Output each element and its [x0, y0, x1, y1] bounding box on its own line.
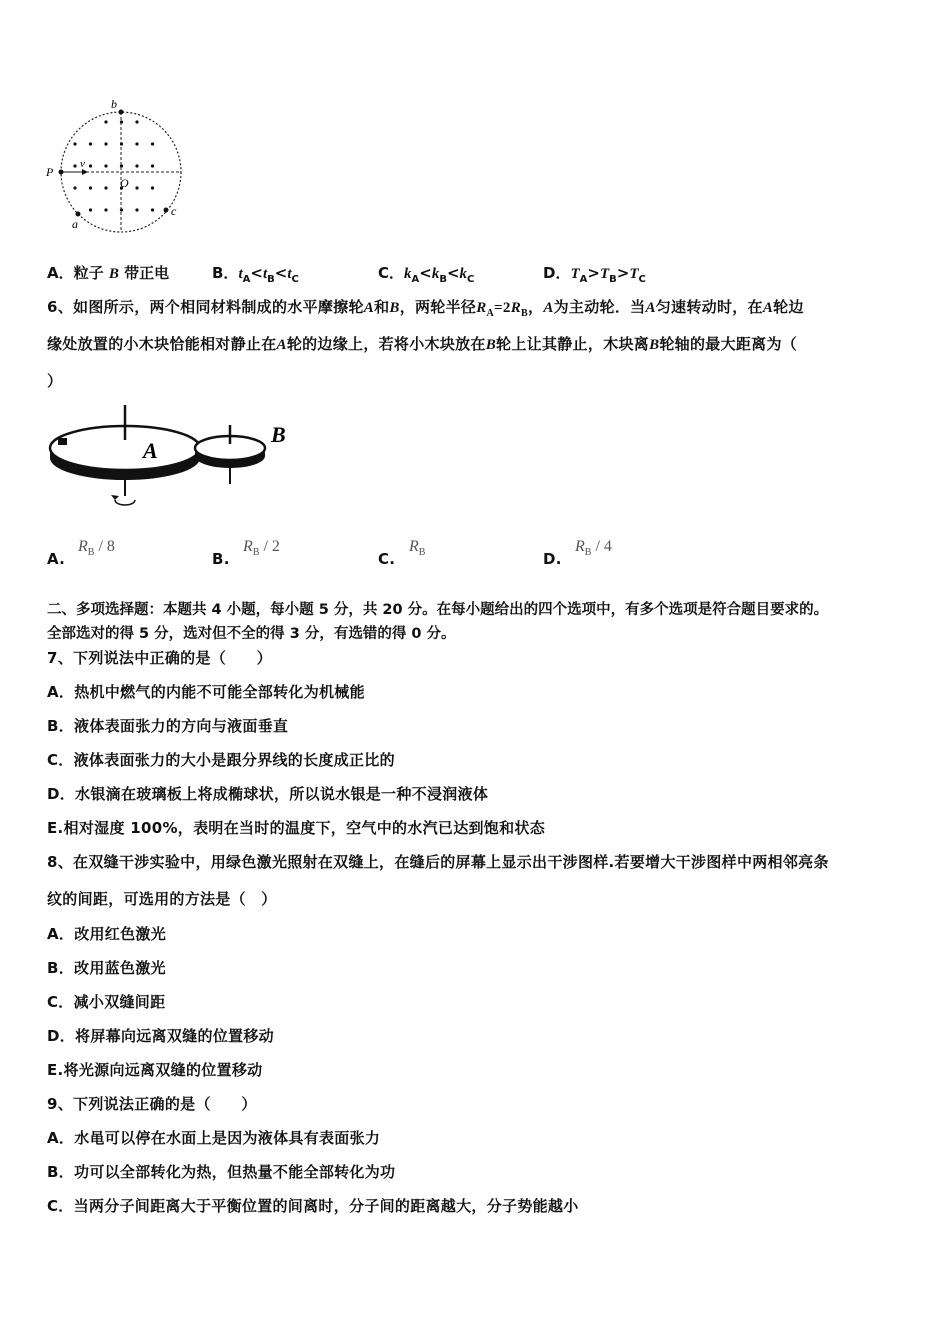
q6-stem-line2: 缘处放置的小木块恰能相对静止在A轮的边缘上，若将小木块放在B轮上让其静止，木块离B轮轴的最大距离为（ — [47, 335, 798, 353]
q5-option-c: C．$k_A<k_B<k_C$ — [378, 264, 475, 285]
q6-option-b-letter: B. — [212, 550, 230, 568]
q9-stem: 9、下列说法正确的是（ ） — [47, 1095, 257, 1113]
q6-option-d-letter: D. — [543, 550, 562, 568]
field-dot — [120, 120, 123, 123]
q8-option-d: D．将屏幕向远离双缝的位置移动 — [47, 1027, 274, 1045]
field-dot — [135, 142, 138, 145]
q6-option-a-value: $R_B / 8$ — [78, 538, 115, 559]
field-dot — [104, 186, 107, 189]
q7-option-b: B．液体表面张力的方向与液面垂直 — [47, 717, 289, 735]
q6-stem-line1: 6、如图所示，两个相同材料制成的水平摩擦轮A和B，两轮半径$R_A=2R_B$，A为主动轮．当A匀速转动时，在A轮边 — [47, 298, 804, 319]
field-dot — [151, 208, 154, 211]
label-P: P — [46, 165, 54, 179]
q9-option-c: C．当两分子间距离大于平衡位置的间离时，分子间的距离越大，分子势能越小 — [47, 1197, 579, 1215]
friction-wheels-figure — [45, 400, 305, 520]
field-dot — [89, 164, 92, 167]
field-dot — [104, 142, 107, 145]
magnetic-field-figure — [40, 95, 200, 245]
field-dot — [104, 120, 107, 123]
q7-option-d: D．水银滴在玻璃板上将成椭球状，所以说水银是一种不浸润液体 — [47, 785, 489, 803]
field-dot — [151, 186, 154, 189]
field-dot — [135, 164, 138, 167]
label-a: a — [72, 217, 78, 231]
section2-line1: 二、多项选择题：本题共 4 小题，每小题 5 分，共 20 分。在每小题给出的四个选项中，有多个选项是符合题目要求的。 — [47, 602, 829, 618]
q5-option-d: D．$T_A>T_B>T_C$ — [543, 264, 646, 285]
q8-option-c: C．减小双缝间距 — [47, 993, 166, 1011]
field-dot — [135, 186, 138, 189]
q8-option-e: E.将光源向远离双缝的位置移动 — [47, 1061, 263, 1079]
field-dot — [120, 142, 123, 145]
field-dot — [73, 186, 76, 189]
q6-option-d-value: $R_B / 4$ — [575, 538, 612, 559]
q9-option-b: B．功可以全部转化为热，但热量不能全部转化为功 — [47, 1163, 396, 1181]
field-dot — [73, 142, 76, 145]
q5-option-a: A．粒子 B 带正电 — [47, 264, 170, 282]
q6-option-c-value: $R_B$ — [409, 538, 426, 559]
field-dot — [104, 208, 107, 211]
label-b: b — [111, 97, 117, 111]
field-dot — [120, 164, 123, 167]
q8-stem-line1: 8、在双缝干涉实验中，用绿色激光照射在双缝上，在缝后的屏幕上显示出干涉图样.若要增大干涉图样中两相邻亮条 — [47, 853, 829, 871]
field-dot — [120, 208, 123, 211]
field-dot — [89, 142, 92, 145]
q7-option-e: E.相对湿度 100%，表明在当时的温度下，空气中的水汽已达到饱和状态 — [47, 819, 546, 837]
wheel-a-label: A — [143, 438, 158, 463]
label-O: O — [120, 176, 129, 190]
q9-option-a: A．水黾可以停在水面上是因为液体具有表面张力 — [47, 1129, 381, 1147]
q8-option-b: B．改用蓝色激光 — [47, 959, 166, 977]
q6-stem-line3: ） — [47, 372, 63, 390]
q8-option-a: A．改用红色激光 — [47, 925, 167, 943]
q7-stem: 7、下列说法中正确的是（ ） — [47, 649, 272, 667]
section2-line2: 全部选对的得 5 分，选对但不全的得 3 分，有选错的得 0 分。 — [47, 626, 456, 642]
field-dot — [104, 164, 107, 167]
label-v: v — [80, 158, 85, 170]
field-dot — [89, 208, 92, 211]
field-dot — [73, 164, 76, 167]
field-dot — [135, 208, 138, 211]
q5-option-b: B．$t_A<t_B<t_C$ — [212, 264, 299, 285]
q6-option-c-letter: C. — [378, 550, 396, 568]
q7-option-a: A．热机中燃气的内能不可能全部转化为机械能 — [47, 683, 365, 701]
q8-stem-line2: 纹的间距，可选用的方法是（ ） — [47, 890, 277, 908]
field-dot — [151, 164, 154, 167]
q7-option-c: C．液体表面张力的大小是跟分界线的长度成正比的 — [47, 751, 395, 769]
q6-option-a-letter: A. — [47, 550, 66, 568]
label-c: c — [171, 204, 177, 218]
q6-option-b-value: $R_B / 2$ — [243, 538, 280, 559]
field-dot — [89, 186, 92, 189]
wheel-b-label: B — [271, 422, 286, 447]
field-dot — [135, 120, 138, 123]
field-dot — [151, 142, 154, 145]
